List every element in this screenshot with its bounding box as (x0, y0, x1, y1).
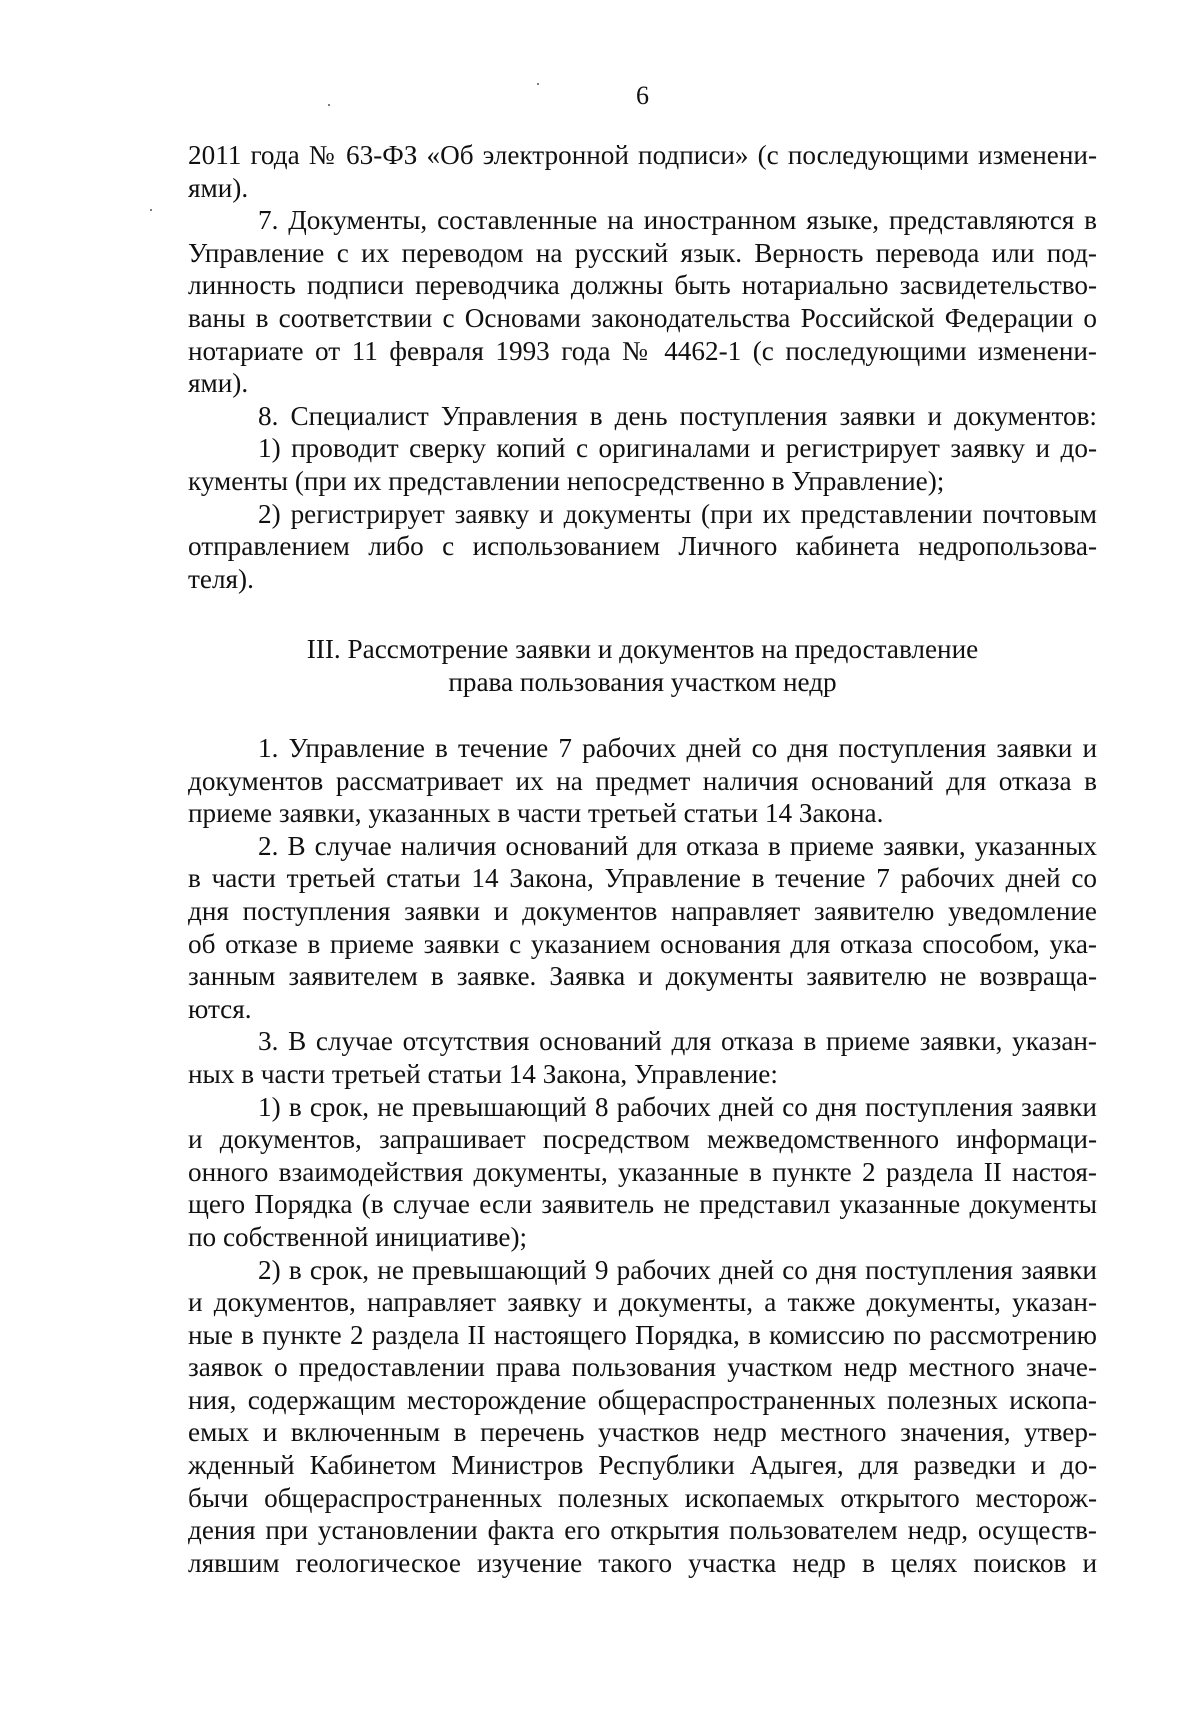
text-line: 2) в срок, не превышающий 9 рабочих дней со дня поступления заявки (258, 1254, 1097, 1285)
paragraph-block-1 (188, 139, 1097, 595)
text-line: занным заявителем в заявке. Заявка и документы заявителю не возвраща- (188, 961, 1097, 992)
text-line: Управление с их переводом на русский язык. Верность перевода или под- (188, 237, 1097, 268)
text-line: ваны в соответствии с Основами законодательства Российской Федерации о (188, 302, 1097, 333)
text-line: щего Порядка (в случае если заявитель не представил указанные документы (188, 1189, 1097, 1220)
scan-speck (328, 104, 330, 106)
text-line: линность подписи переводчика должны быть нотариально засвидетельство- (188, 270, 1097, 301)
scan-speck (537, 83, 539, 85)
text-line: 1) в срок, не превышающий 8 рабочих дней со дня поступления заявки (258, 1091, 1097, 1122)
paragraph-block-2 (188, 732, 1097, 1579)
text-line: нотариате от 11 февраля 1993 года № 4462-1 (с последующими изменени- (188, 335, 1097, 366)
text-line: ются. (188, 993, 252, 1024)
text-line: бычи общераспространенных полезных ископаемых открытого месторож- (188, 1482, 1097, 1513)
text-line: 2) регистрирует заявку и документы (при их представлении почтовым (258, 498, 1097, 529)
text-line: жденный Кабинетом Министров Республики Адыгея, для разведки и до- (188, 1450, 1097, 1481)
page-number: 6 (636, 81, 649, 110)
text-line: ные в пункте 2 раздела II настоящего Порядка, в комиссию по рассмотрению (188, 1319, 1097, 1350)
text-line: емых и включенным в перечень участков недр местного значения, утвер- (188, 1417, 1097, 1448)
text-line: онного взаимодействия документы, указанные в пункте 2 раздела II настоя- (188, 1156, 1097, 1187)
text-line: теля). (188, 563, 254, 594)
text-line: 3. В случае отсутствия оснований для отказа в приеме заявки, указан- (258, 1026, 1097, 1057)
heading-line: III. Рассмотрение заявки и документов на предоставление (306, 634, 979, 664)
text-line: и документов, направляет заявку и документы, а также документы, указан- (188, 1287, 1097, 1318)
text-line: и документов, запрашивает посредством межведомственного информаци- (188, 1124, 1097, 1155)
text-line: документов рассматривает их на предмет наличия оснований для отказа в (188, 765, 1097, 796)
text-line: приеме заявки, указанных в части третьей статьи 14 Закона. (188, 798, 884, 829)
text-line: в части третьей статьи 14 Закона, Управление в течение 7 рабочих дней со (188, 863, 1097, 894)
text-line: заявок о предоставлении права пользования участком недр местного значе- (188, 1352, 1097, 1383)
text-line: лявшим геологическое изучение такого участка недр в целях поисков и (188, 1547, 1097, 1578)
text-line: об отказе в приеме заявки с указанием основания для отказа способом, ука- (188, 928, 1097, 959)
text-line: 2011 года № 63-ФЗ «Об электронной подписи» (с последующими изменени- (188, 140, 1097, 170)
heading-line: права пользования участком недр (448, 666, 837, 697)
section-heading (188, 633, 1097, 698)
text-line: 2. В случае наличия оснований для отказа в приеме заявки, указанных (258, 830, 1097, 861)
text-line: ния, содержащим месторождение общераспространенных полезных ископа- (188, 1384, 1097, 1415)
text-line: по собственной инициативе); (188, 1221, 528, 1252)
text-line: 7. Документы, составленные на иностранном языке, представляются в (258, 205, 1097, 236)
text-line: дня поступления заявки и документов направляет заявителю уведомление (188, 895, 1097, 926)
text-line: 1. Управление в течение 7 рабочих дней со дня поступления заявки и (258, 733, 1097, 763)
scan-speck (150, 209, 152, 211)
text-line: 1) проводит сверку копий с оригиналами и регистрирует заявку и до- (258, 433, 1097, 464)
text-line: кументы (при их представлении непосредственно в Управление); (188, 465, 945, 496)
text-line: отправлением либо с использованием Личного кабинета недропользова- (188, 531, 1097, 562)
text-line: 8. Специалист Управления в день поступления заявки и документов: (258, 400, 1097, 431)
text-line: дения при установлении факта его открытия пользователем недр, осуществ- (188, 1515, 1097, 1546)
text-line: ями). (188, 368, 249, 399)
text-line: ных в части третьей статьи 14 Закона, Управление: (188, 1058, 778, 1089)
text-line: ями). (188, 172, 249, 203)
